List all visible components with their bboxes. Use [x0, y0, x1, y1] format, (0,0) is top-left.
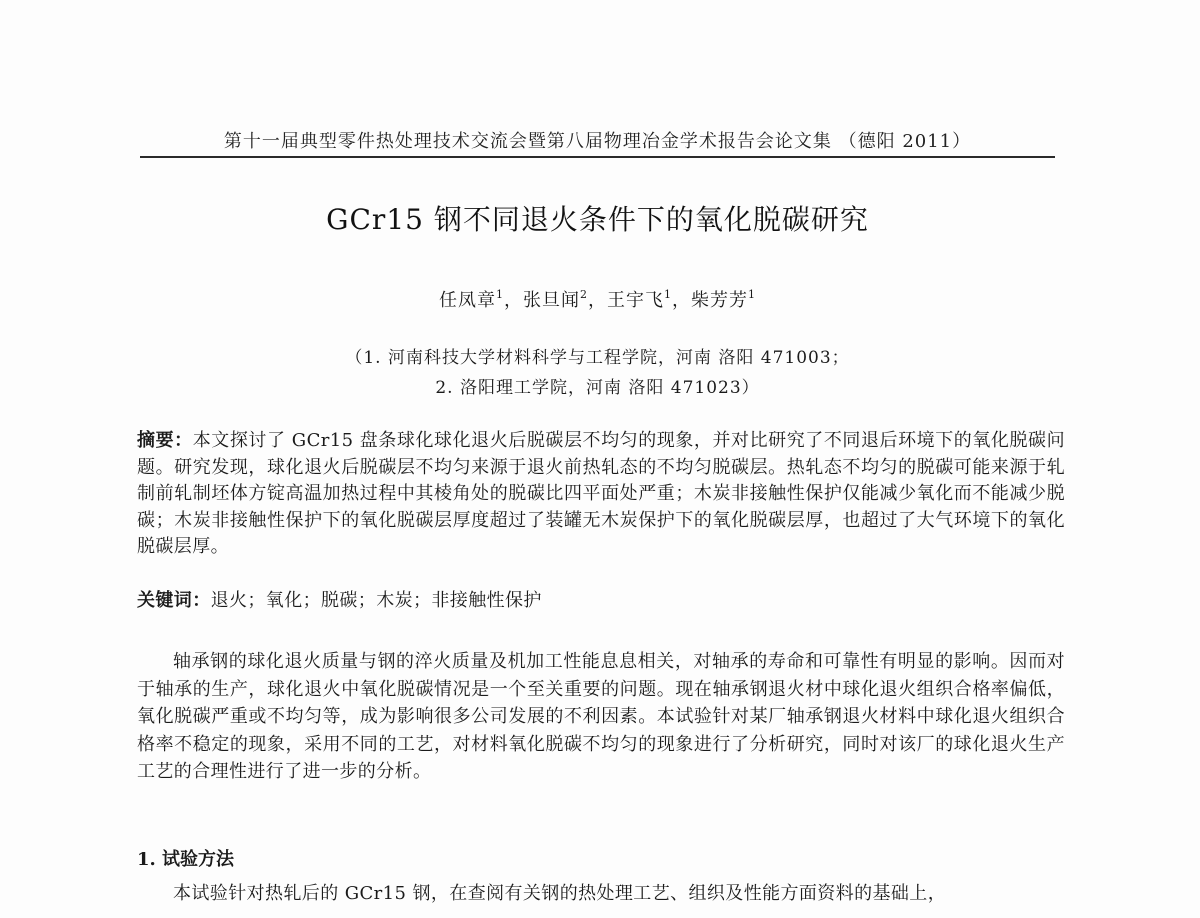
author-separator: ， [672, 290, 691, 311]
header-rule [140, 156, 1055, 158]
author-separator: ， [504, 290, 523, 311]
abstract [137, 428, 1065, 561]
abstract-label: 摘要： [137, 430, 193, 451]
intro-paragraph: 轴承钢的球化退火质量与钢的淬火质量及机加工性能息息相关，对轴承的寿命和可靠性有明显的影响。因而对于轴承的生产，球化退火中氧化脱碳情况是一个至关重要的问题。现在轴承钢退火材中球化退火组织合格率偏低，氧化脱碳严重或不均匀等，成为影响很多公司发展的不利因素。本试验针对某厂轴承钢退火材料中球化退火组织合格率不稳定的现象，采用不同的工艺，对材料氧化脱碳不均匀的现象进行了分析研究，同时对该厂的球化退火生产工艺的合理性进行了进一步的分析。 [137, 651, 1065, 782]
author-separator: ， [588, 290, 607, 311]
author-affiliation-mark: 2 [580, 288, 588, 301]
author-name: 王宇飞 [607, 290, 664, 311]
author-name: 张旦闻 [523, 290, 580, 311]
author-affiliation-mark: 1 [496, 288, 504, 301]
affiliation-line: 2. 洛阳理工学院，河南 洛阳 471023） [435, 378, 760, 398]
keywords-text: 退火；氧化；脱碳；木炭；非接触性保护 [210, 590, 542, 611]
author-affiliation-mark: 1 [748, 288, 756, 301]
author-list [140, 286, 1055, 312]
affiliation-line: （1. 河南科技大学材料科学与工程学院，河南 洛阳 471003； [345, 348, 850, 368]
keywords [137, 588, 1065, 614]
section-paragraph: 本试验针对热轧后的 GCr15 钢，在查阅有关钢的热处理工艺、组织及性能方面资料的基础上， [173, 883, 947, 904]
section-heading: 1. 试验方法 [137, 849, 235, 870]
abstract-text: 本文探讨了 GCr15 盘条球化球化退火后脱碳层不均匀的现象，并对比研究了不同退后环境下的氧化脱碳问题。研究发现，球化退火后脱碳层不均匀来源于退火前热轧态的不均匀脱碳层。热轧态不均匀的脱碳可能来源于轧制前轧制坯体方锭高温加热过程中其棱角处的脱碳比四平面处严重；木炭非接触性保护仅能减少氧化而不能减少脱碳；木炭非接触性保护下的氧化脱碳层厚度超过了装罐无木炭保护下的氧化脱碳层厚，也超过了大气环境下的氧化脱碳层厚。 [137, 430, 1065, 557]
author-name: 柴芳芳 [691, 290, 748, 311]
author-affiliation-mark: 1 [664, 288, 672, 301]
keywords-label: 关键词： [137, 590, 211, 611]
author-name: 任凤章 [439, 290, 496, 311]
running-header: 第十一届典型零件热处理技术交流会暨第八届物理冶金学术报告会论文集 （德阳 2011） [223, 131, 972, 152]
paper-title: GCr15 钢不同退火条件下的氧化脱碳研究 [326, 203, 869, 236]
